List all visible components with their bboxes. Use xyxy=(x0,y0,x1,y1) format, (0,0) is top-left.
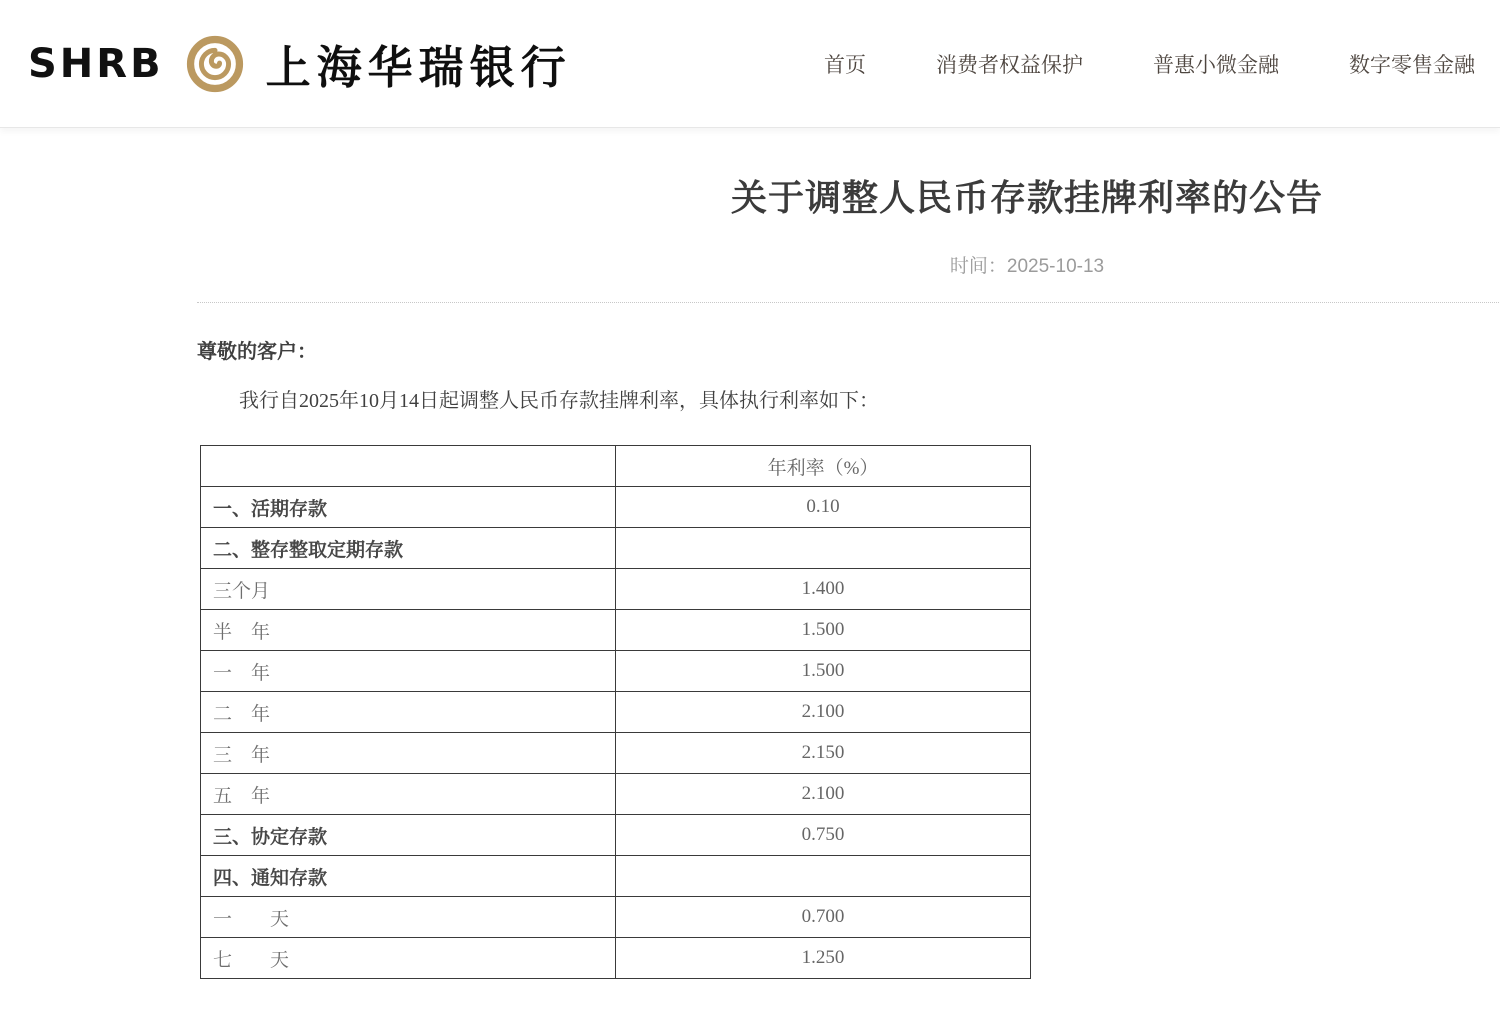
deposit-type-cell: 五 年 xyxy=(201,774,616,815)
page-title: 关于调整人民币存款挂牌利率的公告 xyxy=(730,177,1323,218)
table-header-row xyxy=(201,446,1031,487)
table-row xyxy=(201,774,1031,815)
table-row xyxy=(201,610,1031,651)
table-row xyxy=(201,856,1031,897)
deposit-type-cell: 二、整存整取定期存款 xyxy=(201,528,616,569)
deposit-type-cell: 一、活期存款 xyxy=(201,487,616,528)
rate-value-cell: 0.10 xyxy=(616,487,1031,528)
table-row xyxy=(201,938,1031,979)
deposit-type-cell: 三、协定存款 xyxy=(201,815,616,856)
deposit-type-cell: 二 年 xyxy=(201,692,616,733)
main-nav xyxy=(824,49,1475,79)
body-paragraph: 我行自2025年10月14日起调整人民币存款挂牌利率，具体执行利率如下： xyxy=(239,390,879,412)
nav-item-1[interactable]: 消费者权益保护 xyxy=(936,53,1083,77)
rate-value-cell: 2.100 xyxy=(616,774,1031,815)
publish-time xyxy=(197,251,1500,278)
table-row xyxy=(201,487,1031,528)
rate-value-cell: 1.500 xyxy=(616,610,1031,651)
rate-value-cell: 1.400 xyxy=(616,569,1031,610)
table-row xyxy=(201,815,1031,856)
table-row xyxy=(201,569,1031,610)
deposit-type-cell: 一 天 xyxy=(201,897,616,938)
table-row xyxy=(201,733,1031,774)
deposit-type-cell: 三个月 xyxy=(201,569,616,610)
dotted-divider xyxy=(197,302,1500,303)
rate-table-body xyxy=(201,446,1031,979)
table-row xyxy=(201,528,1031,569)
table-row xyxy=(201,897,1031,938)
bank-logo[interactable] xyxy=(28,31,572,96)
article-body xyxy=(197,335,1500,979)
publish-time-label: 时间： xyxy=(949,256,1007,277)
rate-value-cell xyxy=(616,856,1031,897)
deposit-type-cell: 一 年 xyxy=(201,651,616,692)
rate-value-cell: 1.250 xyxy=(616,938,1031,979)
rate-value-cell: 2.100 xyxy=(616,692,1031,733)
deposit-type-cell: 四、通知存款 xyxy=(201,856,616,897)
deposit-type-cell: 七 天 xyxy=(201,938,616,979)
site-header xyxy=(0,0,1500,128)
table-row xyxy=(201,651,1031,692)
publish-time-value: 2025-10-13 xyxy=(1006,256,1105,277)
swirl-logo-icon xyxy=(186,35,244,93)
annual-rate-header-cell: 年利率（%） xyxy=(616,446,1031,487)
rate-value-cell: 0.700 xyxy=(616,897,1031,938)
rate-value-cell: 2.150 xyxy=(616,733,1031,774)
rate-value-cell: 0.750 xyxy=(616,815,1031,856)
rate-value-cell: 1.500 xyxy=(616,651,1031,692)
nav-item-2[interactable]: 普惠小微金融 xyxy=(1153,53,1279,77)
deposit-type-cell: 三 年 xyxy=(201,733,616,774)
nav-item-0[interactable]: 首页 xyxy=(824,53,866,77)
rate-table xyxy=(200,445,1031,979)
salutation: 尊敬的客户： xyxy=(197,341,317,363)
empty-header-cell xyxy=(201,446,616,487)
nav-item-3[interactable]: 数字零售金融 xyxy=(1349,53,1475,77)
announcement-page xyxy=(197,170,1500,979)
logo-shrb-text: SHRB xyxy=(28,40,164,87)
table-row xyxy=(201,692,1031,733)
bank-name-calligraphy: 上海华瑞银行 xyxy=(265,41,572,94)
deposit-type-cell: 半 年 xyxy=(201,610,616,651)
rate-value-cell xyxy=(616,528,1031,569)
